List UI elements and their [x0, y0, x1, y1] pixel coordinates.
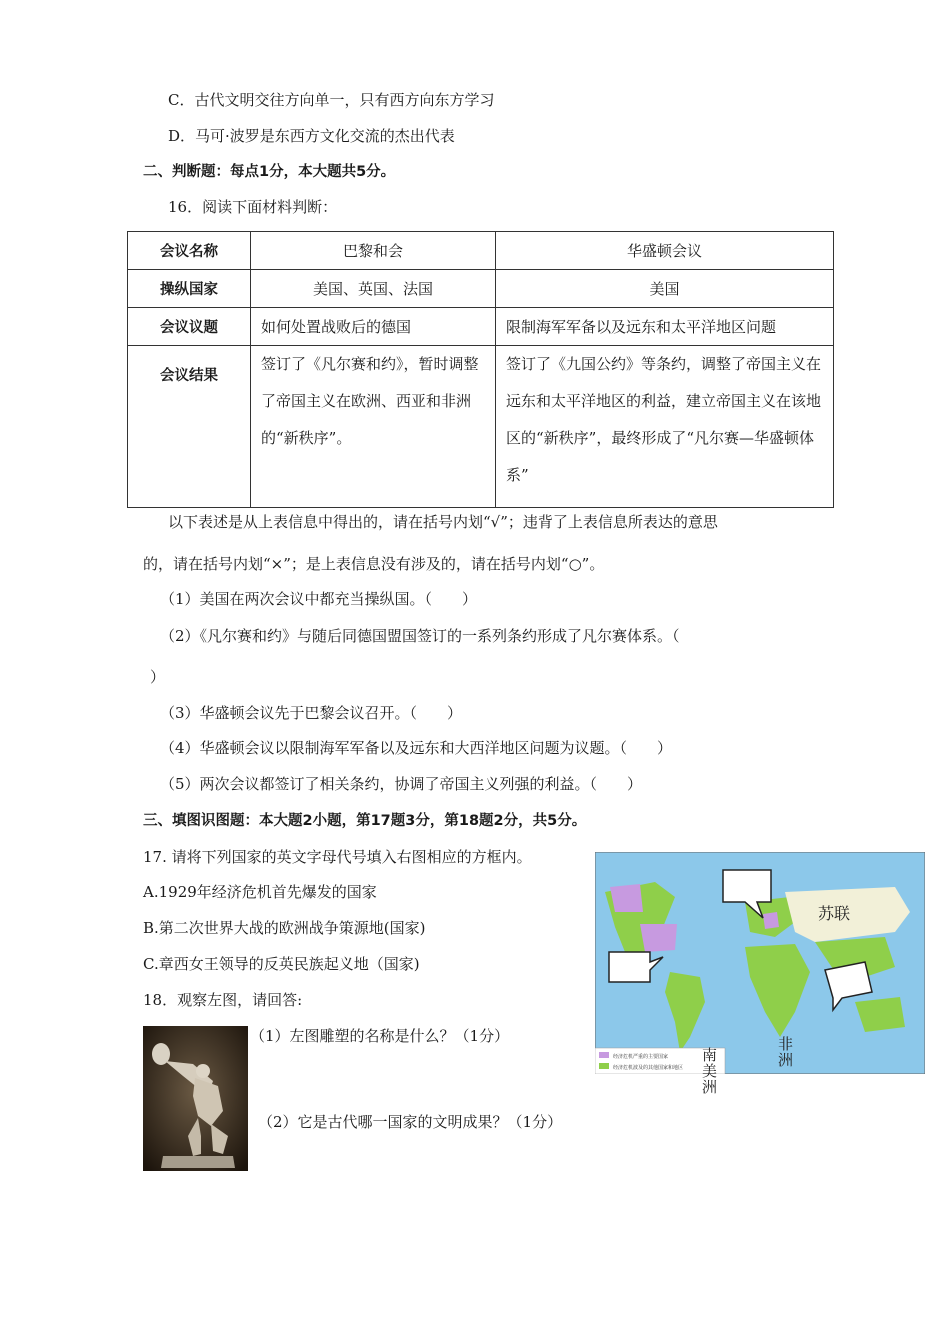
statement-2: （2）《凡尔赛和约》与随后同德国盟国签订的一系列条约形成了凡尔赛体系。（ — [160, 627, 680, 645]
table-row — [128, 346, 834, 508]
table-cell: 签订了《凡尔赛和约》，暂时调整了帝国主义在欧洲、西亚和非洲的“新秩序”。 — [251, 346, 496, 508]
question-18: 18．观察左图，请回答: — [143, 991, 303, 1009]
statement-5: （5）两次会议都签订了相关条约，协调了帝国主义列强的利益。（ ） — [160, 775, 643, 793]
question-16: 16．阅读下面材料判断： — [168, 198, 338, 216]
statement-3: （3）华盛顿会议先于巴黎会议召开。（ ） — [160, 704, 463, 722]
option-c-17: C.章西女王领导的反英民族起义地（国家) — [143, 955, 420, 973]
option-d: D．马可·波罗是东西方文化交流的杰出代表 — [168, 127, 455, 145]
option-a-17: A.1929年经济危机首先爆发的国家 — [143, 883, 377, 901]
world-map — [595, 852, 925, 1074]
table-header-label: 会议名称 — [128, 232, 251, 270]
instruction-line-2: 的，请在括号内划“×”；是上表信息没有涉及的，请在括号内划“○”。 — [143, 555, 605, 573]
table-row-label: 会议议题 — [128, 308, 251, 346]
statement-4: （4）华盛顿会议以限制海军军备以及远东和大西洋地区问题为议题。（ ） — [160, 739, 673, 757]
question-18-1: （1）左图雕塑的名称是什么？（1分） — [250, 1027, 510, 1045]
table-cell: 签订了《九国公约》等条约，调整了帝国主义在远东和太平洋地区的利益，建立帝国主义在该地区的“新秩序”，最终形成了“凡尔赛—华盛顿体系” — [496, 346, 834, 508]
map-label-south-america: 南美洲 — [702, 1046, 718, 1096]
question-18-2: （2）它是古代哪一国家的文明成果？（1分） — [258, 1113, 563, 1131]
table-cell: 美国、英国、法国 — [251, 270, 496, 308]
table-cell: 如何处置战败后的德国 — [251, 308, 496, 346]
option-b-17: B.第二次世界大战的欧洲战争策源地(国家) — [143, 919, 426, 937]
table-row-label: 操纵国家 — [128, 270, 251, 308]
discobolus-statue-image — [143, 1026, 248, 1171]
table-cell: 限制海军军备以及远东和太平洋地区问题 — [496, 308, 834, 346]
table-row — [128, 308, 834, 346]
statement-2-end: ） — [150, 668, 166, 686]
table-cell: 美国 — [496, 270, 834, 308]
legend-label-1: 经济危机严重的主要国家 — [613, 1054, 669, 1060]
statement-1: （1）美国在两次会议中都充当操纵国。（ ） — [160, 590, 478, 608]
table-cell: 华盛顿会议 — [496, 232, 834, 270]
map-label-africa: 非洲 — [778, 1035, 794, 1069]
section3-title: 三、填图识图题：本大题2小题，第17题3分，第18题2分，共5分。 — [143, 813, 587, 829]
table-row-label: 会议结果 — [128, 346, 251, 508]
table-row — [128, 232, 834, 270]
table-row — [128, 270, 834, 308]
question-17: 17. 请将下列国家的英文字母代号填入右图相应的方框内。 — [143, 848, 532, 866]
option-c: C．古代文明交往方向单一，只有西方向东方学习 — [168, 91, 495, 109]
legend-label-2: 经济危机波及的其他国家和地区 — [613, 1065, 684, 1071]
section2-title: 二、判断题：每点1分，本大题共5分。 — [143, 164, 396, 180]
conference-table — [127, 231, 834, 508]
map-label-ussr: 苏联 — [818, 904, 851, 923]
instruction-line-1: 以下表述是从上表信息中得出的，请在括号内划“√”；违背了上表信息所表达的意思 — [168, 513, 718, 531]
table-cell: 巴黎和会 — [251, 232, 496, 270]
